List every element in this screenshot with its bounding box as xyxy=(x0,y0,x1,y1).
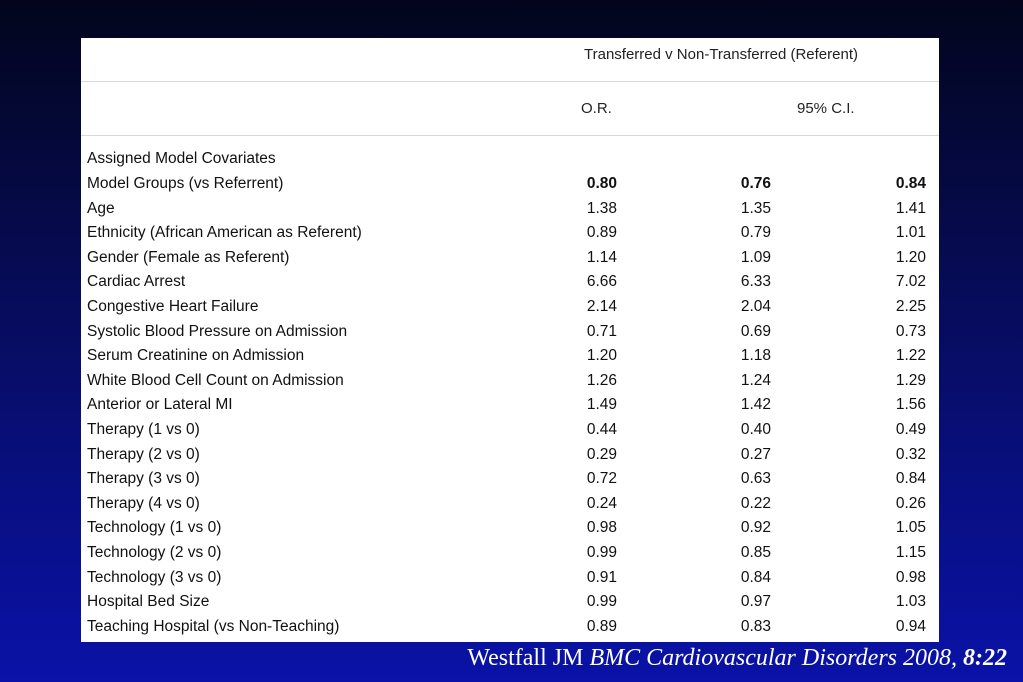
row-label: Therapy (1 vs 0) xyxy=(87,420,200,438)
column-header-or: O.R. xyxy=(581,100,612,117)
citation xyxy=(467,645,1007,672)
odds-ratio: 0.89 xyxy=(586,617,617,635)
row-label: Therapy (3 vs 0) xyxy=(87,470,200,488)
odds-ratio: 0.99 xyxy=(586,593,617,611)
ci-high: 1.05 xyxy=(895,519,926,537)
row-label: Systolic Blood Pressure on Admission xyxy=(87,322,348,340)
odds-ratio: 1.14 xyxy=(586,248,617,266)
ci-low: 1.18 xyxy=(740,347,771,365)
ci-high: 0.84 xyxy=(895,175,926,192)
ci-low: 0.27 xyxy=(740,445,771,463)
ci-low: 0.63 xyxy=(740,470,771,488)
table-row xyxy=(81,297,939,322)
odds-ratio: 0.72 xyxy=(586,470,617,488)
row-label: Ethnicity (African American as Referent) xyxy=(87,224,362,242)
ci-low: 0.83 xyxy=(740,617,771,635)
ci-high: 1.29 xyxy=(895,371,926,389)
ci-high: 0.73 xyxy=(895,322,926,340)
ci-low: 0.85 xyxy=(740,543,771,561)
row-label: Gender (Female as Referent) xyxy=(87,248,290,266)
ci-high: 1.41 xyxy=(895,199,926,217)
ci-high: 1.56 xyxy=(895,396,926,414)
table-row xyxy=(81,371,939,396)
ci-high: 1.20 xyxy=(895,248,926,266)
row-label: Congestive Heart Failure xyxy=(87,297,259,315)
odds-ratio: 1.26 xyxy=(586,371,617,389)
ci-low: 0.22 xyxy=(740,494,771,512)
odds-ratio: 0.99 xyxy=(586,543,617,561)
ci-low: 1.42 xyxy=(740,396,771,414)
ci-high: 1.01 xyxy=(895,224,926,242)
table-row xyxy=(81,248,939,273)
table-row xyxy=(81,494,939,519)
table-row xyxy=(81,543,939,568)
ci-low: 1.35 xyxy=(740,199,771,217)
row-label: Technology (2 vs 0) xyxy=(87,543,222,561)
results-table xyxy=(81,38,939,642)
ci-high: 0.94 xyxy=(895,617,926,635)
table-row xyxy=(81,223,939,248)
ci-low: 0.97 xyxy=(740,593,771,611)
ci-low: 2.04 xyxy=(740,297,771,315)
group-header: Transferred v Non-Transferred (Referent) xyxy=(584,46,858,63)
row-label: Technology (3 vs 0) xyxy=(87,568,222,586)
ci-high: 2.25 xyxy=(895,297,926,315)
table-row xyxy=(81,518,939,543)
citation-journal: BMC Cardiovascular Disorders 2008, xyxy=(589,645,963,671)
column-header-ci: 95% C.I. xyxy=(797,100,855,117)
table-row xyxy=(81,199,939,224)
row-label: Therapy (4 vs 0) xyxy=(87,494,200,512)
row-label: Model Groups (vs Referrent) xyxy=(87,175,284,192)
ci-high: 0.32 xyxy=(895,445,926,463)
table-row xyxy=(81,617,939,642)
ci-low: 0.76 xyxy=(740,175,771,192)
table-row xyxy=(81,395,939,420)
odds-ratio: 6.66 xyxy=(586,273,617,291)
row-label: Hospital Bed Size xyxy=(87,593,210,611)
table-row xyxy=(81,346,939,371)
odds-ratio: 1.20 xyxy=(586,347,617,365)
section-label: Assigned Model Covariates xyxy=(87,150,276,167)
odds-ratio: 1.49 xyxy=(586,396,617,414)
odds-ratio: 2.14 xyxy=(586,297,617,315)
odds-ratio: 0.91 xyxy=(586,568,617,586)
table-group-header-row xyxy=(81,38,939,82)
ci-low: 6.33 xyxy=(740,273,771,291)
row-label: Age xyxy=(87,199,115,217)
row-label: Serum Creatinine on Admission xyxy=(87,347,305,365)
ci-high: 0.98 xyxy=(895,568,926,586)
ci-low: 0.79 xyxy=(740,224,771,242)
odds-ratio: 0.98 xyxy=(586,519,617,537)
table-row xyxy=(81,174,939,199)
citation-volume: 8:22 xyxy=(963,645,1007,671)
ci-low: 0.92 xyxy=(740,519,771,537)
ci-high: 0.26 xyxy=(895,494,926,512)
table-row xyxy=(81,592,939,617)
odds-ratio: 0.44 xyxy=(586,420,617,438)
row-label: Anterior or Lateral MI xyxy=(87,396,233,414)
odds-ratio: 0.89 xyxy=(586,224,617,242)
table-row xyxy=(81,322,939,347)
table-row xyxy=(81,445,939,470)
odds-ratio: 1.38 xyxy=(586,199,617,217)
table-row xyxy=(81,272,939,297)
row-label: Cardiac Arrest xyxy=(87,273,186,291)
row-label: Technology (1 vs 0) xyxy=(87,519,222,537)
table-body xyxy=(81,174,939,641)
ci-high: 1.22 xyxy=(895,347,926,365)
ci-high: 0.49 xyxy=(895,420,926,438)
row-label: White Blood Cell Count on Admission xyxy=(87,371,344,389)
table-row xyxy=(81,568,939,593)
odds-ratio: 0.80 xyxy=(586,175,617,192)
ci-high: 1.03 xyxy=(895,593,926,611)
odds-ratio: 0.29 xyxy=(586,445,617,463)
ci-low: 0.40 xyxy=(740,420,771,438)
ci-high: 1.15 xyxy=(895,543,926,561)
ci-high: 7.02 xyxy=(895,273,926,291)
table-row xyxy=(81,420,939,445)
ci-low: 0.84 xyxy=(740,568,771,586)
ci-low: 1.24 xyxy=(740,371,771,389)
odds-ratio: 0.24 xyxy=(586,494,617,512)
row-label: Teaching Hospital (vs Non-Teaching) xyxy=(87,617,340,635)
row-label: Therapy (2 vs 0) xyxy=(87,445,200,463)
citation-author: Westfall JM xyxy=(467,645,590,671)
table-column-header-row xyxy=(81,82,939,136)
ci-low: 0.69 xyxy=(740,322,771,340)
table-row xyxy=(81,469,939,494)
ci-high: 0.84 xyxy=(895,470,926,488)
odds-ratio: 0.71 xyxy=(586,322,617,340)
ci-low: 1.09 xyxy=(740,248,771,266)
